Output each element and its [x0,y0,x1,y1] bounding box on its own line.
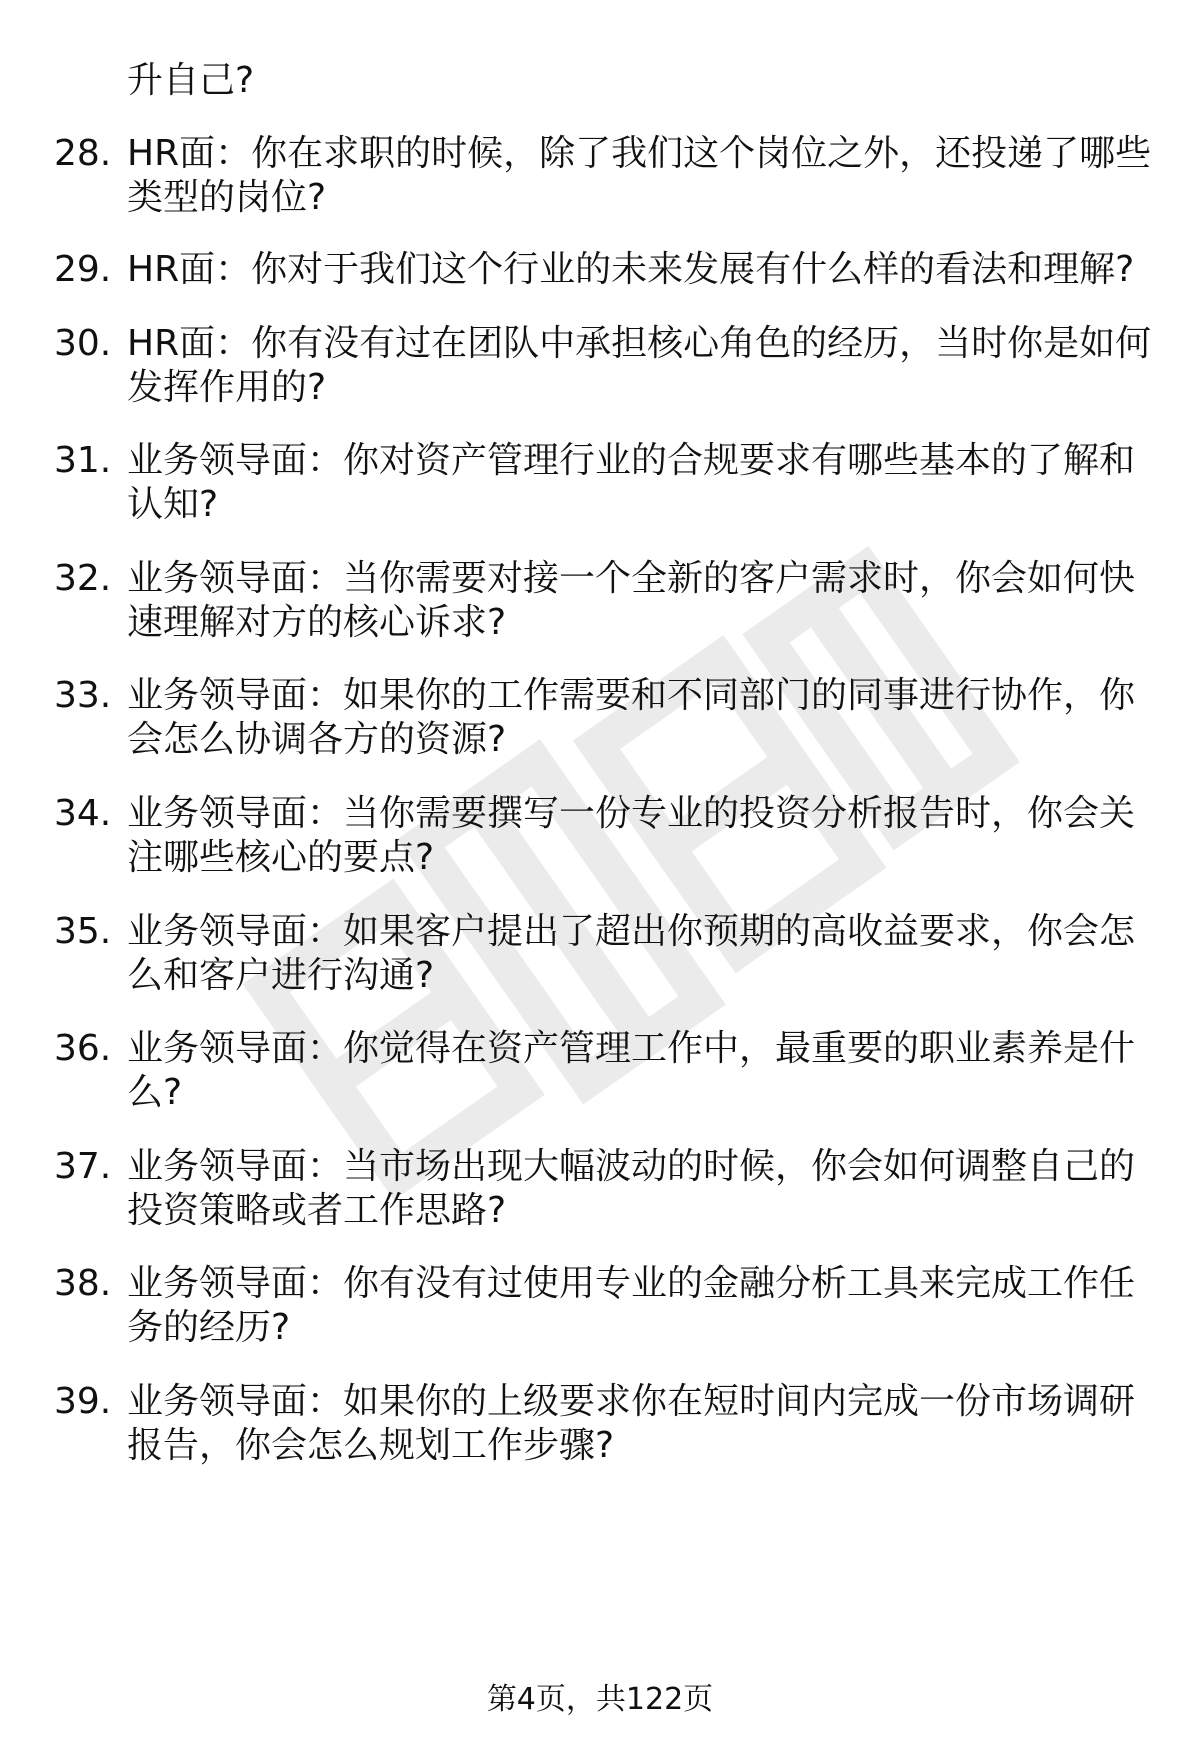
item-number: 30. [54,323,112,364]
item-text-line: 业务领导面：当你需要对接一个全新的客户需求时，你会如何快 [127,558,1136,599]
item-number: 37. [54,1146,112,1187]
item-number: 36. [54,1028,112,1069]
item-number: 39. [54,1381,112,1422]
continuation-line: 升自己? [127,60,255,101]
item-text-line: 报告，你会怎么规划工作步骤? [127,1425,615,1466]
item-text-line: HR面：你对于我们这个行业的未来发展有什么样的看法和理解? [127,249,1135,290]
item-number: 35. [54,911,112,952]
item-text-line: 投资策略或者工作思路? [127,1190,507,1231]
item-text-line: 速理解对方的核心诉求? [127,602,507,643]
item-number: 38. [54,1263,112,1304]
item-text-line: 业务领导面：当市场出现大幅波动的时候，你会如何调整自己的 [127,1146,1136,1187]
item-text-line: 认知? [127,484,219,525]
item-number: 31. [54,440,112,481]
item-text-line: 业务领导面：如果客户提出了超出你预期的高收益要求，你会怎 [127,911,1136,952]
page-footer: 第4页，共122页 [486,1682,714,1717]
item-text-line: 类型的岗位? [127,177,327,218]
item-text-line: 业务领导面：当你需要撰写一份专业的投资分析报告时，你会关 [127,793,1136,834]
item-text-line: 么和客户进行沟通? [127,955,435,996]
item-number: 29. [54,249,112,290]
item-text-line: 业务领导面：你有没有过使用专业的金融分析工具来完成工作任 [127,1263,1136,1304]
item-number: 28. [54,133,112,174]
item-text-line: 注哪些核心的要点? [127,837,435,878]
item-text-line: 业务领导面：你觉得在资产管理工作中，最重要的职业素养是什 [127,1028,1136,1069]
item-number: 32. [54,558,112,599]
item-text-line: 务的经历? [127,1307,291,1348]
item-text-line: 业务领导面：你对资产管理行业的合规要求有哪些基本的了解和 [127,440,1136,481]
item-text-line: 会怎么协调各方的资源? [127,719,507,760]
item-text-line: 业务领导面：如果你的上级要求你在短时间内完成一份市场调研 [127,1381,1136,1422]
item-text-line: 业务领导面：如果你的工作需要和不同部门的同事进行协作，你 [127,675,1136,716]
item-text-line: HR面：你有没有过在团队中承担核心角色的经历，当时你是如何 [127,323,1152,364]
item-text-line: 么? [127,1072,183,1113]
item-number: 33. [54,675,112,716]
item-number: 34. [54,793,112,834]
item-text-line: 发挥作用的? [127,367,327,408]
item-text-line: HR面：你在求职的时候，除了我们这个岗位之外，还投递了哪些 [127,133,1152,174]
